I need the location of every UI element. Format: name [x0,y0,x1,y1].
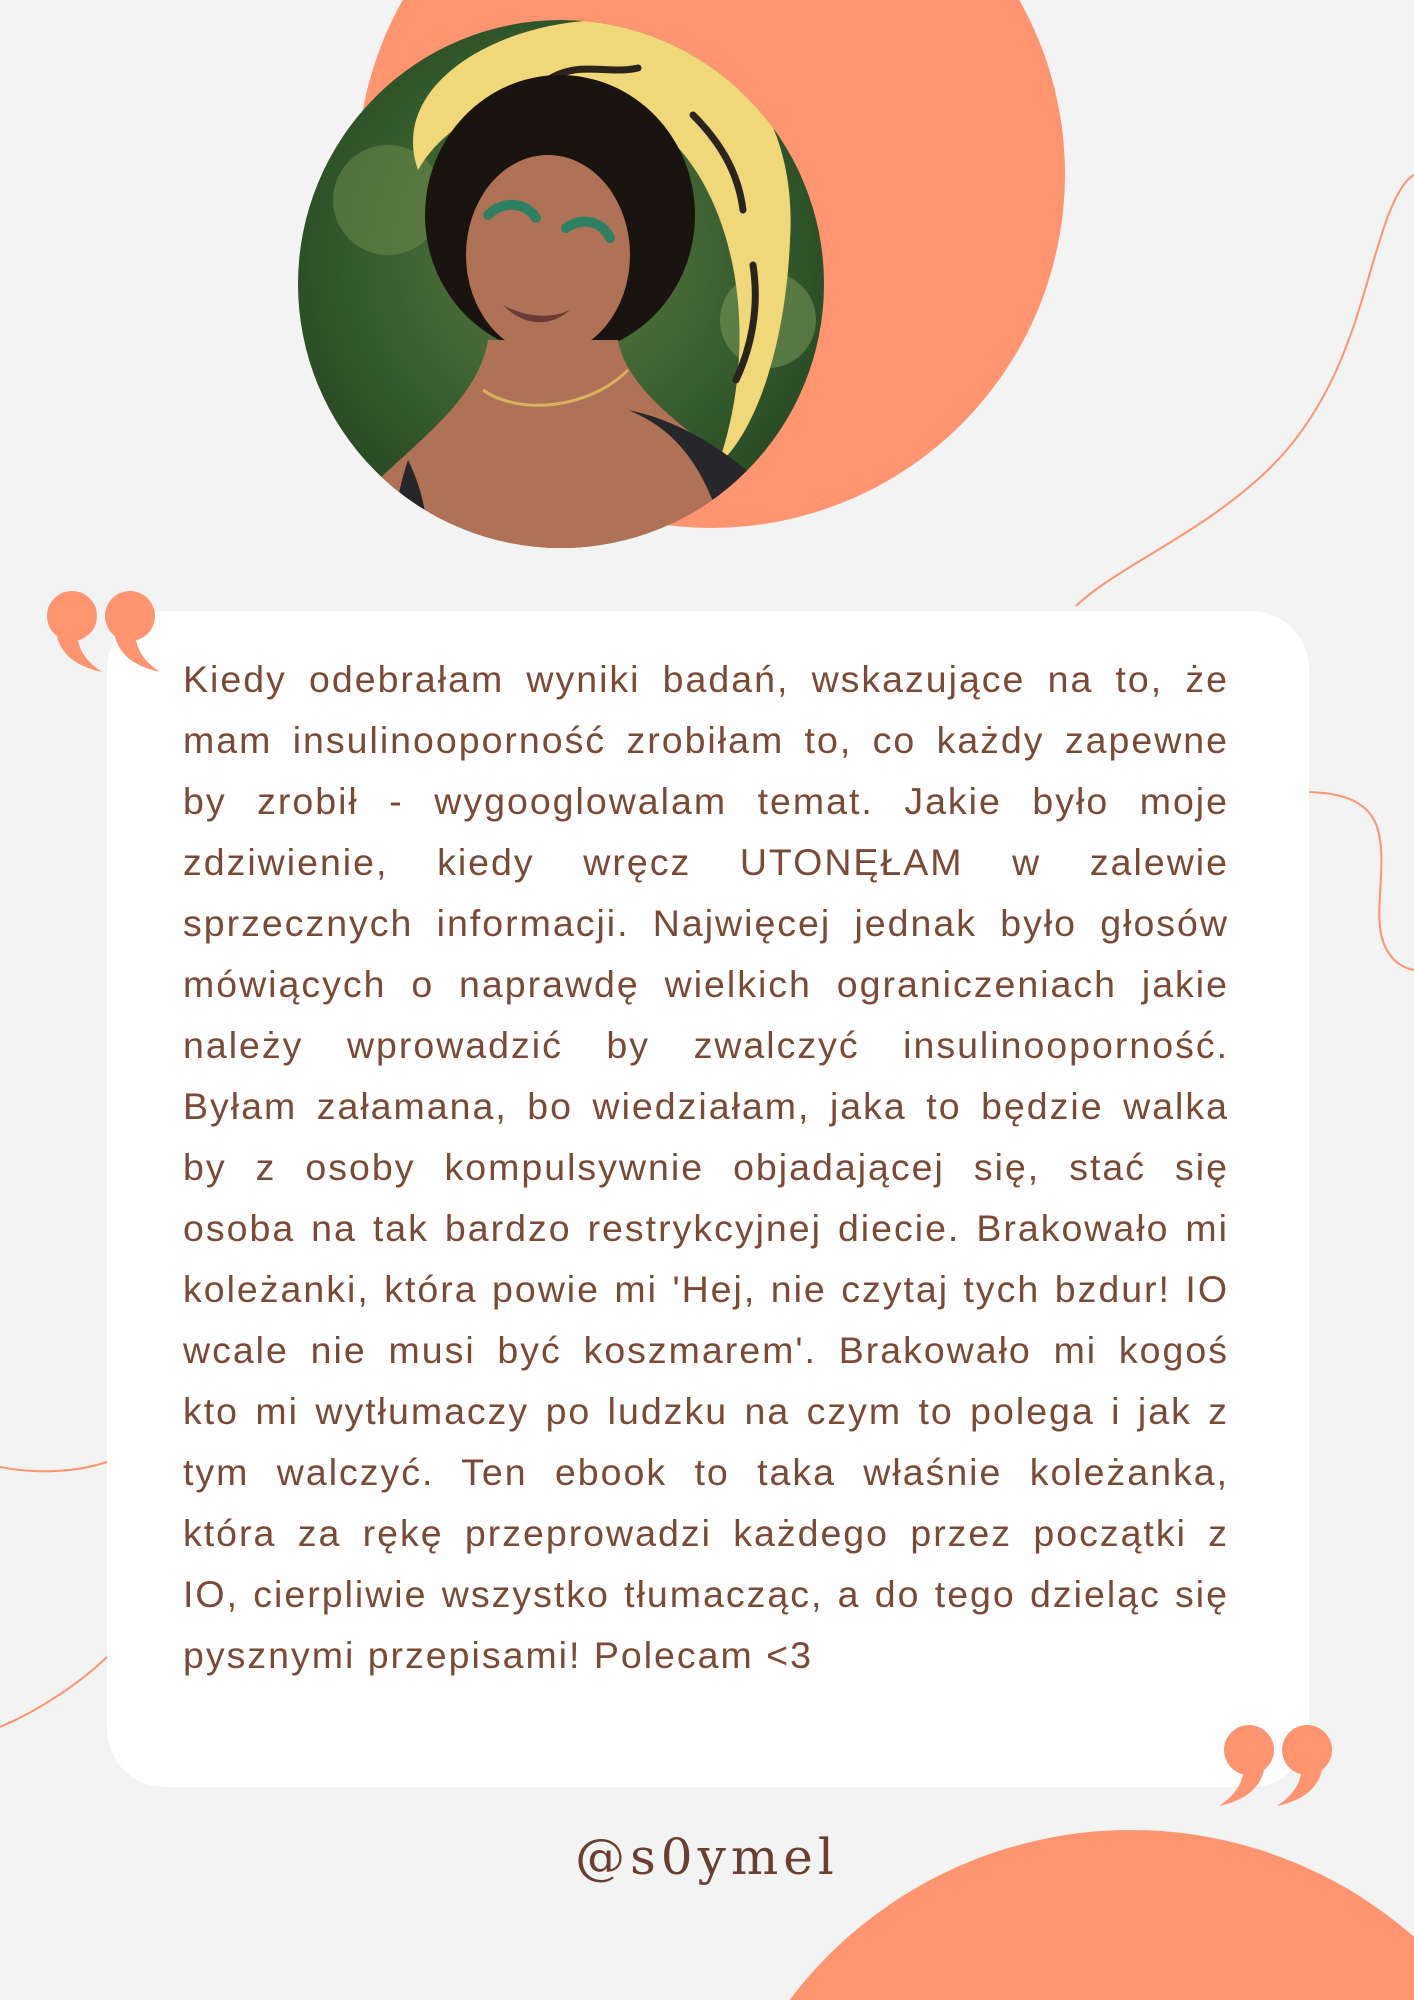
quote-close-icon [1213,1722,1333,1806]
right-wave-line [1309,792,1414,970]
left-wave-line-lower [0,1657,107,1727]
avatar [298,20,824,548]
testimonial-text: Kiedy odebrałam wyniki badań, wskazujące na to, że mam insulinooporność zrobiłam to, co każdy zapewne by zrobił - wygooglowalam temat. Jakie było moje zdziwienie, kiedy wręcz UTONĘŁAM w zalewie sprzecznych informacji. Najwięcej jednak było głosów mówiących o naprawdę wielkich ograniczeniach jakie należy wprowadzić by zwalczyć insulinooporność. Byłam załamana, bo wiedziałam, jaka to będzie walka by z osoby kompulsywnie objadającej się, stać się osoba na tak bardzo restrykcyjnej diecie. Brakowało mi koleżanki, która powie mi 'Hej, nie czytaj tych bzdur! IO wcale nie musi być koszmarem'. Brakowało mi kogoś kto mi wytłumaczy po ludzku na czym to polega i jak z tym walczyć. Ten ebook to taka właśnie koleżanka, która za rękę przeprowadzi każdego przez początki z IO, cierpliwie wszystko tłumacząc, a do tego dzieląc się pysznymi przepisami! Polecam <3 [183,658,1229,1676]
quote-open-icon [46,588,166,672]
top-right-wave-line [1076,175,1414,606]
portrait-illustration [298,20,824,548]
face [466,155,630,355]
left-wave-line-upper [0,1462,107,1471]
author-handle: @s0ymel [575,1828,839,1886]
